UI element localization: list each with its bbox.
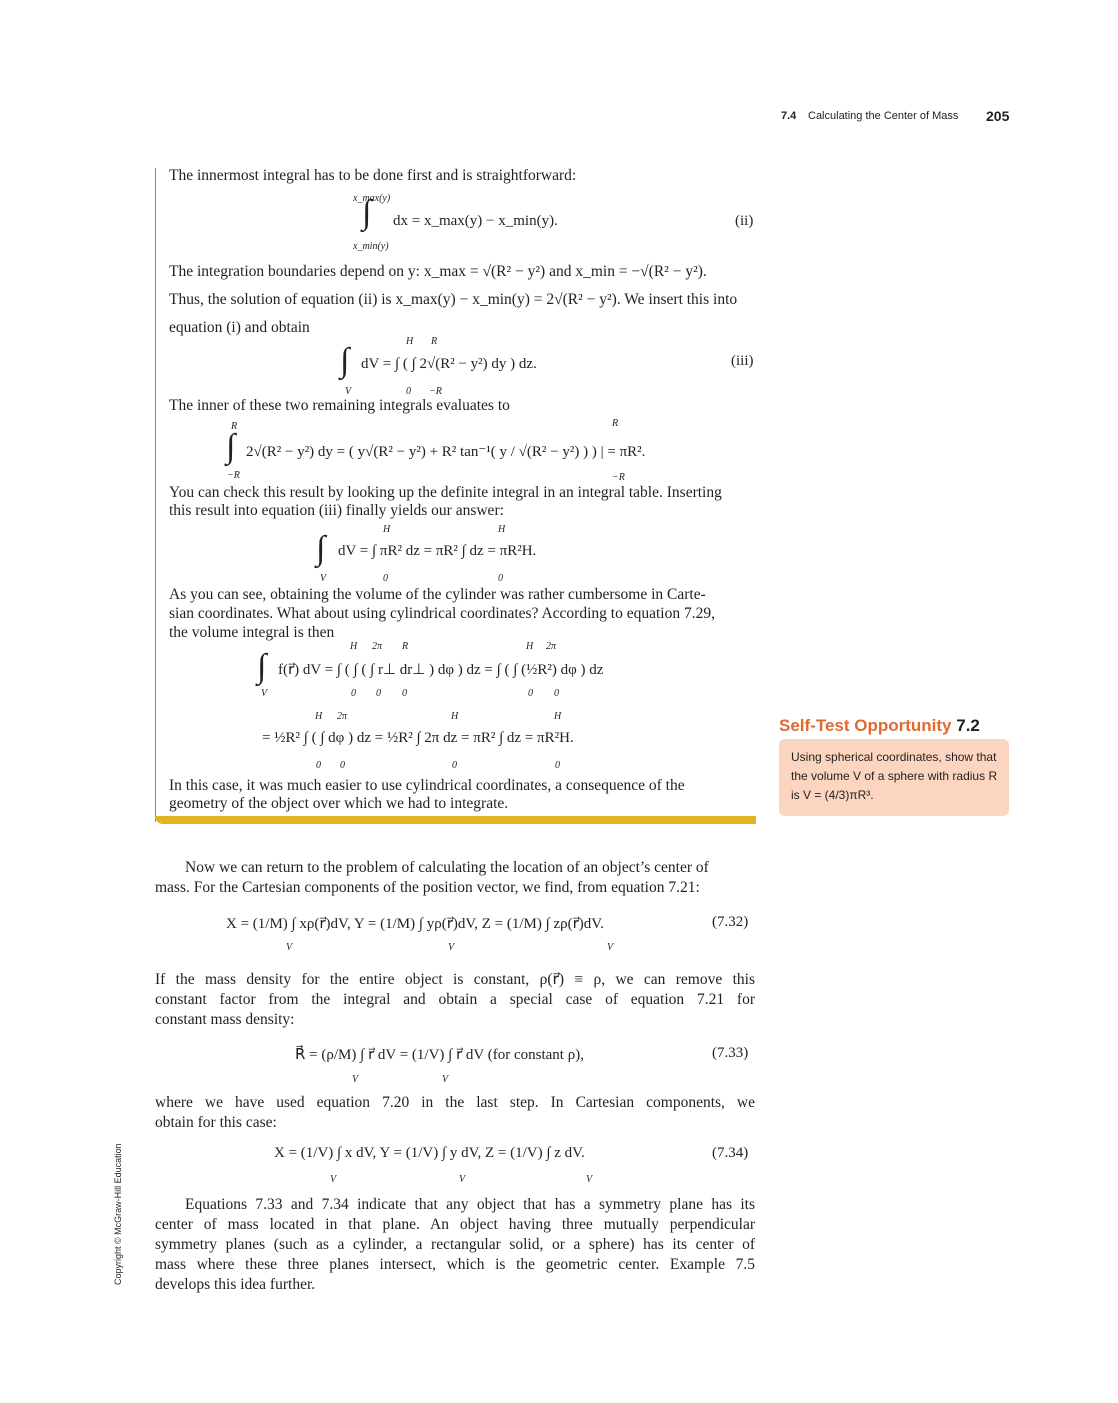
eq-7-34-lower-v3: V <box>586 1174 593 1185</box>
integral-sign: ∫ <box>316 530 326 567</box>
eq-7-32-lower-v1: V <box>286 942 293 953</box>
self-test-title <box>779 716 980 736</box>
eq-cyl2-lower-0b: 0 <box>340 760 345 771</box>
body-paragraph-2-line-2: constant factor from the integral and obtain a special case of equation 7.21 for <box>155 991 755 1008</box>
body-paragraph-4-line-5: develops this idea further. <box>155 1276 316 1293</box>
eq-inner-upper: R <box>231 421 238 432</box>
example-box-bottom-bar <box>155 816 756 824</box>
eq-cyl1-upper-2pi2: 2π <box>546 641 557 652</box>
body-paragraph-3-line-2: obtain for this case: <box>155 1114 277 1131</box>
eq-cyl1-lower-0b: 0 <box>376 688 381 699</box>
eq-7-32: X = (1/M) ∫ xρ(r⃗)dV, Y = (1/M) ∫ yρ(r⃗)dV, Z = (1/M) ∫ zρ(r⃗)dV. <box>226 916 604 932</box>
eq-ii-upper-limit: x_max(y) <box>353 193 391 204</box>
eq-iii-upper-r: R <box>431 336 438 347</box>
eq-7-34-lower-v2: V <box>459 1174 466 1185</box>
example-paragraph-1: The innermost integral has to be done first and is straightforward: <box>169 167 577 184</box>
eq-cyl2-lower-0d: 0 <box>555 760 560 771</box>
eq-cyl1-upper-r: R <box>402 641 409 652</box>
eq-cyl1-upper-h: H <box>350 641 358 652</box>
self-test-title-text: Self-Test Opportunity <box>779 716 952 735</box>
eq-iii-label: (iii) <box>731 353 754 369</box>
eq-7-33-lower-v1: V <box>352 1074 359 1085</box>
eq-cyl1-body: f(r⃗) dV = ∫ ( ∫ ( ∫ r⊥ dr⊥ ) dφ ) dz = ∫ ( ∫ (½R²) dφ ) dz <box>278 662 604 678</box>
body-paragraph-1-line-2: mass. For the Cartesian components of the position vector, we find, from equation 7.21: <box>155 879 700 896</box>
eq-7-32-label: (7.32) <box>712 914 749 930</box>
eq-cyl1-upper-2pi: 2π <box>372 641 383 652</box>
example-paragraph-4-line-2: this result into equation (iii) finally yields our answer: <box>169 502 504 519</box>
section-number: 7.4 <box>781 110 797 122</box>
eq-ii-lower-limit: x_min(y) <box>353 241 389 252</box>
integral-sign: ∫ <box>340 342 350 379</box>
eq-inner-eval-upper: R <box>612 418 619 429</box>
section-title: Calculating the Center of Mass <box>808 110 959 122</box>
eq-iii-lower-r: −R <box>429 386 442 397</box>
example-paragraph-5-line-1: As you can see, obtaining the volume of the cylinder was rather cumbersome in Carte- <box>169 586 706 603</box>
integral-sign: ∫ <box>226 428 236 465</box>
eq-cyl2-lower-0a: 0 <box>316 760 321 771</box>
eq-cyl1-integral <box>257 648 267 685</box>
eq-iii-integral <box>340 342 350 379</box>
eq-inner-lower: −R <box>227 470 240 481</box>
example-paragraph-2-line-3: equation (i) and obtain <box>169 319 310 336</box>
eq-final-upper-1: H <box>383 524 391 535</box>
example-paragraph-2-line-1: The integration boundaries depend on y: x_max = √(R² − y²) and x_min = −√(R² − y²). <box>169 263 707 280</box>
body-paragraph-4-line-2: center of mass located in that plane. An object having three mutually perpendicular <box>155 1216 755 1233</box>
self-test-number: 7.2 <box>956 716 980 735</box>
eq-final-integral <box>316 530 326 567</box>
integral-sign: ∫ <box>257 648 267 685</box>
eq-inner-integral <box>226 428 236 465</box>
integral-sign: ∫ <box>362 194 372 231</box>
eq-iii-lower-v: V <box>345 386 352 397</box>
eq-7-34: X = (1/V) ∫ x dV, Y = (1/V) ∫ y dV, Z = (1/V) ∫ z dV. <box>274 1145 585 1161</box>
self-test-text: Using spherical coordinates, show that the volume V of a sphere with radius R is V = (4/3)πR³. <box>791 750 998 802</box>
eq-7-32-lower-v2: V <box>448 942 455 953</box>
eq-cyl1-upper-h2: H <box>526 641 534 652</box>
example-paragraph-5-line-3: the volume integral is then <box>169 624 335 641</box>
body-paragraph-4-line-1: Equations 7.33 and 7.34 indicate that any object that has a symmetry plane has its <box>185 1196 755 1213</box>
example-paragraph-2-line-2: Thus, the solution of equation (ii) is x_max(y) − x_min(y) = 2√(R² − y²). We insert this into <box>169 291 738 308</box>
eq-7-34-lower-v1: V <box>330 1174 337 1185</box>
eq-inner-body: 2√(R² − y²) dy = ( y√(R² − y²) + R² tan⁻¹( y / √(R² − y²) ) ) | = πR². <box>246 444 646 460</box>
body-paragraph-2-line-3: constant mass density: <box>155 1011 295 1028</box>
body-paragraph-2-line-1: If the mass density for the entire object is constant, ρ(r⃗) ≡ ρ, we can remove this <box>155 971 755 988</box>
eq-iii-upper-h: H <box>406 336 414 347</box>
eq-cyl2-upper-h: H <box>315 711 323 722</box>
eq-7-33-label: (7.33) <box>712 1045 749 1061</box>
body-paragraph-4-line-3: symmetry planes (such as a cylinder, a rectangular solid, or a sphere) has its center of <box>155 1236 755 1253</box>
eq-7-32-lower-v3: V <box>607 942 614 953</box>
eq-cyl1-lower-0e: 0 <box>554 688 559 699</box>
eq-ii-label: (ii) <box>735 213 754 229</box>
eq-cyl2-upper-h3: H <box>554 711 562 722</box>
example-paragraph-4-line-1: You can check this result by looking up the definite integral in an integral table. Inserting <box>169 484 722 501</box>
body-paragraph-3-line-1: where we have used equation 7.20 in the last step. In Cartesian components, we <box>155 1094 755 1111</box>
eq-iii-body: dV = ∫ ( ∫ 2√(R² − y²) dy ) dz. <box>361 356 537 372</box>
page-number: 205 <box>986 108 1010 124</box>
eq-cyl2-lower-0c: 0 <box>452 760 457 771</box>
eq-cyl2-upper-h2: H <box>451 711 459 722</box>
eq-ii <box>362 194 372 231</box>
eq-cyl1-lower-0a: 0 <box>351 688 356 699</box>
eq-cyl1-lower-0c: 0 <box>402 688 407 699</box>
eq-cyl1-lower-v: V <box>261 688 268 699</box>
eq-cyl1-lower-0d: 0 <box>528 688 533 699</box>
copyright-notice: Copyright © McGraw-Hill Education <box>113 1143 123 1285</box>
eq-final-upper-2: H <box>498 524 506 535</box>
eq-final-lower-1: 0 <box>383 573 388 584</box>
example-paragraph-3: The inner of these two remaining integrals evaluates to <box>169 397 510 414</box>
example-paragraph-6-line-1: In this case, it was much easier to use cylindrical coordinates, a consequence of the <box>169 777 685 794</box>
eq-7-34-label: (7.34) <box>712 1145 749 1161</box>
eq-final-lower-2: 0 <box>498 573 503 584</box>
example-paragraph-6-line-2: geometry of the object over which we had to integrate. <box>169 795 509 812</box>
eq-cyl2-upper-2pi: 2π <box>337 711 348 722</box>
eq-7-33: R⃗ = (ρ/M) ∫ r⃗ dV = (1/V) ∫ r⃗ dV (for constant ρ), <box>295 1047 584 1063</box>
body-paragraph-4-line-4: mass where these three planes intersect, which is the geometric center. Example 7.5 <box>155 1256 755 1273</box>
eq-inner-eval-lower: −R <box>612 472 625 483</box>
example-paragraph-5-line-2: sian coordinates. What about using cylindrical coordinates? According to equation 7.29, <box>169 605 715 622</box>
eq-ii-body: dx = x_max(y) − x_min(y). <box>393 213 558 229</box>
eq-7-33-lower-v2: V <box>442 1074 449 1085</box>
body-paragraph-1-line-1: Now we can return to the problem of calculating the location of an object’s center of <box>185 859 709 876</box>
eq-final-lower-v: V <box>320 573 327 584</box>
eq-cyl2-body: = ½R² ∫ ( ∫ dφ ) dz = ½R² ∫ 2π dz = πR² ∫ dz = πR²H. <box>262 730 574 746</box>
eq-final-body: dV = ∫ πR² dz = πR² ∫ dz = πR²H. <box>338 543 537 559</box>
eq-iii-lower-0: 0 <box>406 386 411 397</box>
